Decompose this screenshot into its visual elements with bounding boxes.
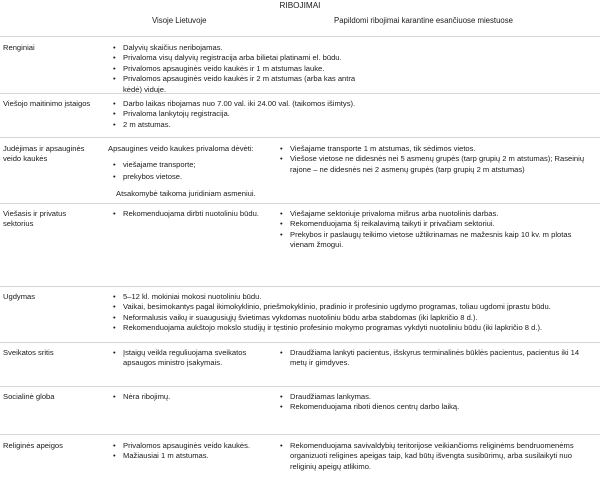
- column-header-quarantine-cities: Papildomi ribojimai karantine esančiuose miestuose: [334, 16, 513, 25]
- list-item: • Privalomos apsauginės veido kaukės ir 2 m atstumas (arba kas antra kėdė) viduje.: [108, 74, 368, 95]
- page-title: RIBOJIMAI: [279, 1, 321, 10]
- nationwide-list: [108, 441, 258, 462]
- nationwide-list: [108, 209, 274, 219]
- category-label: Viešasis ir privatus sektorius: [3, 209, 67, 229]
- category-label: Sveikatos sritis: [3, 348, 54, 357]
- list-item: • Neformalusis vaikų ir suaugusiųjų švietimas vykdomas nuotoliniu būdu arba stabdomas (iki lapkričio 8 d.).: [108, 313, 598, 323]
- row-divider: [0, 342, 600, 343]
- row-divider: [0, 286, 600, 287]
- list-item: • Privalomos apsauginės veido kaukės ir 1 m atstumas lauke.: [108, 64, 368, 74]
- list-item: • Rekomenduojama riboti dienos centrų darbo laiką.: [275, 402, 597, 412]
- list-item: • Darbo laikas ribojamas nuo 7.00 val. iki 24.00 val. (taikomos išimtys).: [108, 99, 408, 109]
- quarantine-list: [275, 209, 597, 251]
- nationwide-list: [108, 348, 274, 369]
- list-item: • Privalomos apsauginės veido kaukės.: [108, 441, 258, 451]
- list-item: • Mažiausiai 1 m atstumas.: [108, 451, 258, 461]
- quarantine-list: [275, 441, 585, 472]
- category-label: Religinės apeigos: [3, 441, 63, 450]
- row-divider: [0, 386, 600, 387]
- category-label: Ugdymas: [3, 292, 36, 301]
- row-divider: [0, 434, 600, 435]
- nationwide-list: [108, 43, 368, 95]
- row-divider: [0, 203, 600, 204]
- list-item: • 2 m atstumas.: [108, 120, 408, 130]
- list-item: • Prekybos ir paslaugų teikimo vietose užtikrinamas ne mažesnis kaip 10 kv. m plotas vienam žmogui.: [275, 230, 597, 251]
- list-item: • viešajame transporte;: [108, 160, 274, 170]
- row-divider: [0, 137, 600, 138]
- nationwide-list: [108, 99, 408, 130]
- list-item: • Privaloma lankytojų registracija.: [108, 109, 408, 119]
- list-item: • Vaikai, besimokantys pagal ikimokyklinio, priešmokyklinio, pradinio ir profesinio ugdymo programas, toliau ugdomi įprastu būdu.: [108, 302, 598, 312]
- nationwide-list: [108, 392, 274, 402]
- nationwide-list: [108, 160, 274, 183]
- column-header-nationwide: Visoje Lietuvoje: [152, 16, 207, 25]
- row-divider: [0, 93, 600, 94]
- list-item: • Privaloma visų dalyvių registracija arba bilietai platinami el. būdu.: [108, 53, 368, 63]
- nationwide-intro: Apsaugines veido kaukes privaloma dėvėti:: [108, 144, 254, 153]
- list-item: • Rekomenduojama savivaldybių teritorijose veikiančioms religinėms bendruomenėms organizuoti religines apeigas taip, kad būtų išvengta susibūrimų, arba susilaikyti nuo religinių apeigų atlikimo.: [275, 441, 585, 472]
- row-divider: [0, 36, 600, 37]
- list-item: • Įstaigų veikla reguliuojama sveikatos apsaugos ministro įsakymais.: [108, 348, 274, 369]
- nationwide-list: [108, 292, 598, 334]
- quarantine-list: [275, 392, 597, 413]
- quarantine-list: [275, 144, 597, 175]
- category-label: Viešojo maitinimo įstaigos: [3, 99, 91, 108]
- list-item: • Dalyvių skaičius neribojamas.: [108, 43, 368, 53]
- list-item: • Nėra ribojimų.: [108, 392, 274, 402]
- list-item: • Rekomenduojama dirbti nuotoliniu būdu.: [108, 209, 274, 219]
- category-label: Judėjimas ir apsauginės veido kaukės: [3, 144, 85, 164]
- list-item: • 5–12 kl. mokiniai mokosi nuotoliniu būdu.: [108, 292, 598, 302]
- nationwide-footer: Atsakomybė taikoma juridiniam asmeniui.: [116, 189, 256, 198]
- list-item: • Viešajame sektoriuje privaloma mišrus arba nuotolinis darbas.: [275, 209, 597, 219]
- list-item: • Viešajame transporte 1 m atstumas, tik sėdimos vietos.: [275, 144, 597, 154]
- quarantine-list: [275, 348, 597, 369]
- list-item: • Rekomenduojama aukštojo mokslo studijų ir tęstinio profesinio mokymo programas vykdyti nuotoliniu būdu (iki lapkričio 8 d.).: [108, 323, 598, 333]
- list-item: • Viešose vietose ne didesnės nei 5 asmenų grupės (tarp grupių 2 m atstumas); Raseinių rajone – ne didesnės nei 2 asmenų grupės (tarp grupių 2 m atstumas): [275, 154, 597, 175]
- category-label: Renginiai: [3, 43, 35, 52]
- list-item: • Rekomenduojama šį reikalavimą taikyti ir privačiam sektoriui.: [275, 219, 597, 229]
- list-item: • Draudžiamas lankymas.: [275, 392, 597, 402]
- list-item: • Draudžiama lankyti pacientus, išskyrus terminalinės būklės pacientus, pacientus iki 14 metų ir gimdyves.: [275, 348, 597, 369]
- list-item: • prekybos vietose.: [108, 172, 274, 182]
- category-label: Socialinė globa: [3, 392, 55, 401]
